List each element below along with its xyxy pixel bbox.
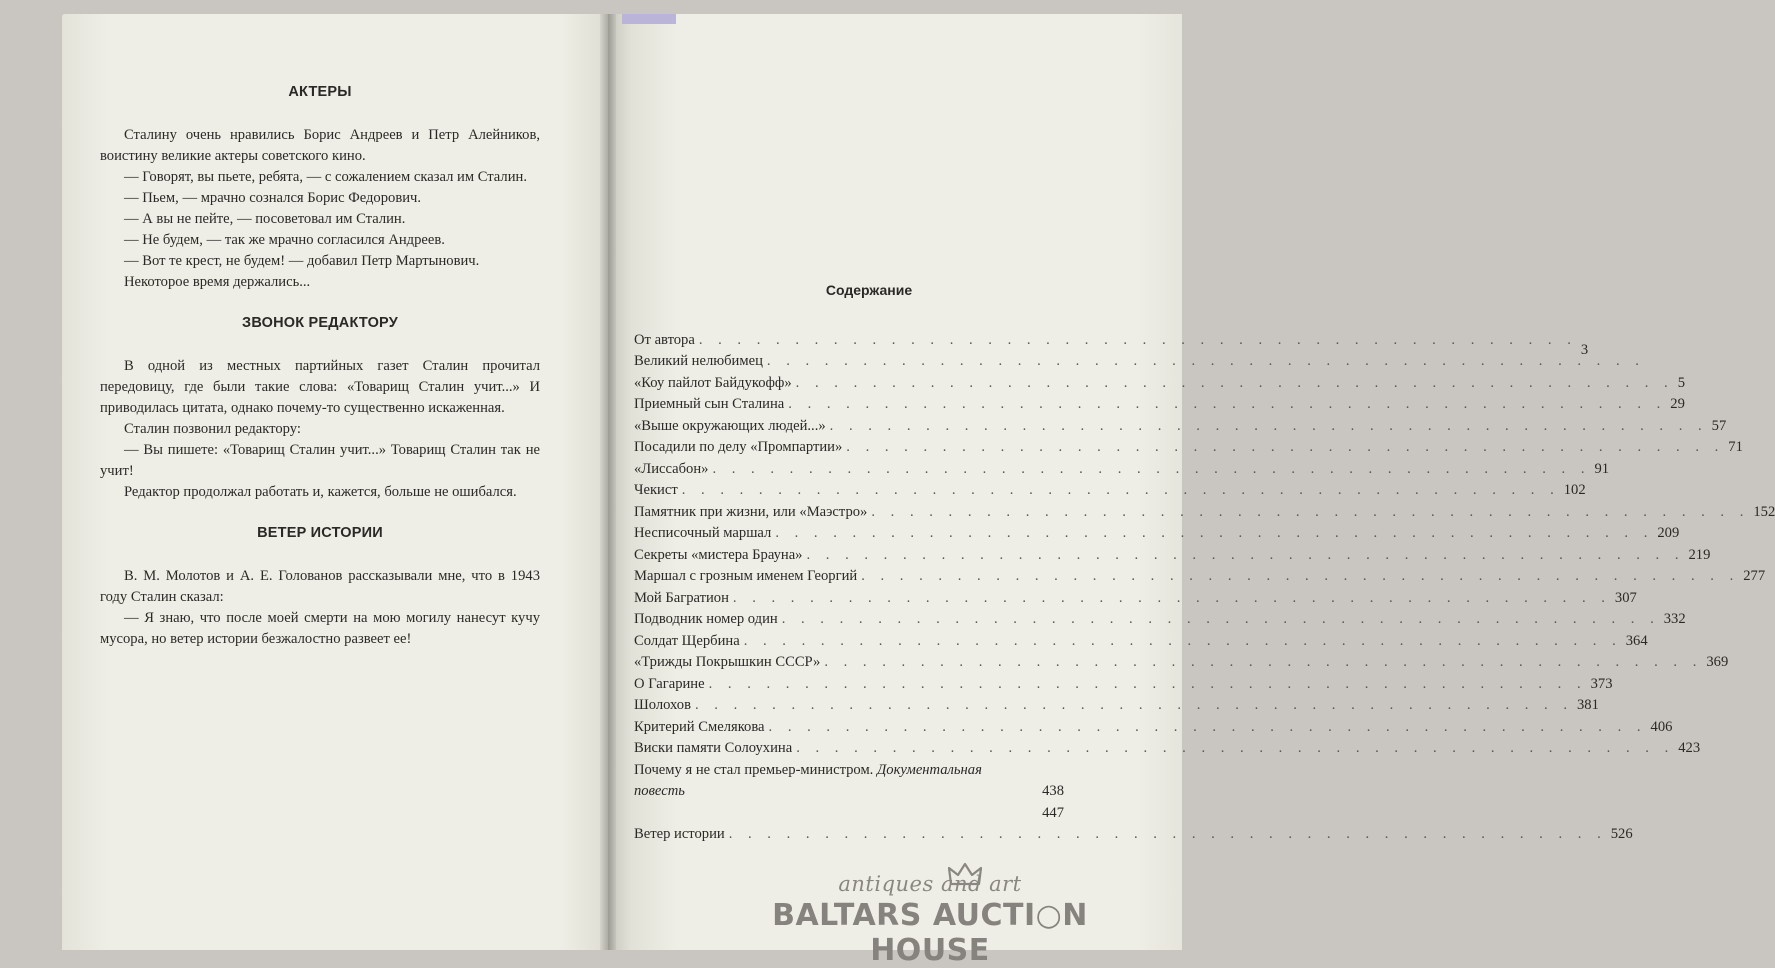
toc-leader-dots: . . . . . . . . . . . . . . . . . . . . . . . . . . . . . . . . . . . . . . . . . . . . . . xyxy=(795,374,1674,391)
toc-leader-dots: . . . . . . . . . . . . . . . . . . . . . . . . . . . . . . . . . . . . . . . . . . . . . . xyxy=(796,740,1675,756)
toc-leader-dots: . . . . . . . . . . . . . . . . . . . . . . . . . . . . . . . . . . . . . . . . . . . . . . xyxy=(846,439,1725,455)
toc-page-number: 307 xyxy=(1614,589,1637,606)
toc-entry-title: «Коу пайлот Байдукофф» xyxy=(634,374,792,391)
toc-page-number: 381 xyxy=(1577,697,1599,713)
story-section xyxy=(100,523,540,650)
book-spine xyxy=(600,14,616,950)
toc-leader-dots: . . . . . . . . . . . . . . . . . . . . . . . . . . . . . . . . . . . . . . . . . . . . . . xyxy=(743,632,1622,649)
toc-page-number: 364 xyxy=(1625,632,1648,649)
toc-page-number: 209 xyxy=(1657,525,1680,541)
toc-entry-title: От автора xyxy=(634,331,695,348)
toc-entry xyxy=(634,588,1637,610)
toc-entry xyxy=(634,459,1610,481)
toc-entry xyxy=(634,523,1680,545)
toc-entry-title: Чекист xyxy=(634,482,678,498)
toc-entry xyxy=(634,351,1645,373)
toc-leader-dots: . . . . . . . . . . . . . . . . . . . . . . . . . . . . . . . . . . . . . . . . . . . . . . xyxy=(775,525,1654,541)
toc-leader-dots: . . . . . . . . . . . . . . . . . . . . . . . . . . . . . . . . . . . . . . . . . . . . . . xyxy=(712,460,1591,477)
paragraph: Некоторое время держались... xyxy=(124,274,311,290)
toc-entry-title: Критерий Смелякова xyxy=(634,718,765,735)
toc-entry xyxy=(634,437,1743,459)
toc-entry-subtitle: Документальная повесть xyxy=(634,761,982,799)
toc-leader-dots: . . . . . . . . . . . . . . . . . . . . . . . . . . . . . . . . . . . . . . . . . . . . . . xyxy=(824,654,1703,670)
toc-leader-dots: . . . . . . . . . . . . . . . . . . . . . . . . . . . . . . . . . . . . . . . . . . . . . . xyxy=(788,396,1667,412)
toc-entry-title: Приемный сын Сталина xyxy=(634,396,785,412)
toc-leader-dots: . . . . . . . . . . . . . . . . . . . . . . . . . . . . . . . . . . . . . . . . . . . . . . xyxy=(781,611,1660,627)
toc-entry xyxy=(634,394,1685,416)
toc-page-number: 3 xyxy=(1580,341,1589,358)
toc-entry xyxy=(634,760,1064,803)
toc-entry-title: Посадили по делу «Промпартии» xyxy=(634,439,843,455)
table-of-contents xyxy=(634,280,1775,846)
toc-entry xyxy=(634,717,1673,739)
paragraph: Редактор продолжал работать и, кажется, больше не ошибался. xyxy=(124,484,517,500)
toc-entry-title: Подводник номер один xyxy=(634,611,778,627)
toc-page-number: 5 xyxy=(1677,374,1685,391)
toc-leader-dots: . . . . . . . . . . . . . . . . . . . . . . . . . . . . . . . . . . . . . . . . . . . . . . xyxy=(766,353,1645,369)
left-page-text xyxy=(100,82,540,670)
toc-entry-title: Шолохов xyxy=(634,697,691,713)
paragraph: — Я знаю, что после моей смерти на мою могилу нанесут кучу мусора, но ветер истории безжалостно развеет ее! xyxy=(100,610,540,647)
toc-entry xyxy=(634,652,1729,674)
toc-entry xyxy=(634,631,1648,653)
toc-page-number: 277 xyxy=(1743,568,1766,584)
toc-entry-title: «Трижды Покрышкин СССР» xyxy=(634,654,821,670)
toc-entry-title: Несписочный маршал xyxy=(634,525,772,541)
toc-entry-title: Ветер истории xyxy=(634,826,725,842)
paragraph: — Не будем, — так же мрачно согласился Андреев. xyxy=(124,232,445,248)
paragraph: В. М. Молотов и А. Е. Голованов рассказывали мне, что в 1943 году Сталин сказал: xyxy=(100,568,540,605)
toc-entry xyxy=(634,695,1599,717)
toc-leader-dots: . . . . . . . . . . . . . . . . . . . . . . . . . . . . . . . . . . . . . . . . . . . . . . xyxy=(694,697,1573,713)
toc-entry-title: «Выше окружающих людей...» xyxy=(634,417,826,434)
toc-entry-title: Памятник при жизни, или «Маэстро» xyxy=(634,503,868,520)
toc-page-number: 447 xyxy=(1042,804,1064,821)
toc-entry xyxy=(634,330,1589,358)
watermark-tagline: antiques and art xyxy=(838,872,1022,896)
toc-page-number: 526 xyxy=(1610,826,1633,842)
toc-entry xyxy=(634,803,1064,825)
toc-entry xyxy=(634,824,1633,846)
paragraph: Сталин позвонил редактору: xyxy=(124,421,301,437)
toc-leader-dots: . . . . . . . . . . . . . . . . . . . . . . . . . . . . . . . . . . . . . . . . . . . . . . xyxy=(871,503,1750,520)
toc-page-number: 369 xyxy=(1706,654,1729,670)
toc-page-number: 423 xyxy=(1678,740,1701,756)
toc-entry-title-text: Почему я не стал премьер-министром. xyxy=(634,761,877,778)
toc-entry-title: Маршал с грозным именем Георгий xyxy=(634,568,858,584)
toc-entry xyxy=(634,480,1586,502)
story-section xyxy=(100,82,540,293)
toc-page-number: 332 xyxy=(1663,611,1686,627)
toc-entry xyxy=(634,674,1613,696)
toc-leader-dots: . . . . . . . . . . . . . . . . . . . . . . . . . . . . . . . . . . . . . . . . . . . . . . xyxy=(768,718,1647,735)
watermark xyxy=(720,872,1140,968)
toc-page-number: 438 xyxy=(1042,783,1064,799)
section-title: ВЕТЕР ИСТОРИИ xyxy=(257,525,383,541)
toc-entry-title xyxy=(634,760,1028,803)
toc-page-number: 57 xyxy=(1711,417,1727,434)
toc-page-number: 219 xyxy=(1688,546,1711,563)
toc-entry xyxy=(634,609,1686,631)
story-section xyxy=(100,313,540,503)
paragraph: — Вы пишете: «Товарищ Сталин учит...» Товарищ Сталин так не учит! xyxy=(100,442,540,479)
toc-page-number: 102 xyxy=(1563,482,1586,498)
paragraph: В одной из местных партийных газет Сталин прочитал передовицу, где были такие слова: «Товарищ Сталин учит...» И приводилась цитата, однако почему-то существенно искаженная. xyxy=(100,358,540,416)
bookmark-ribbon xyxy=(622,14,676,24)
watermark-brand: BALTARS AUCTI○N HOUSE xyxy=(772,898,1088,968)
toc-leader-dots: . . . . . . . . . . . . . . . . . . . . . . . . . . . . . . . . . . . . . . . . . . . . . . xyxy=(728,826,1607,842)
toc-entry xyxy=(634,416,1727,438)
toc-entry-title: О Гагарине xyxy=(634,675,705,692)
toc-entry xyxy=(634,502,1775,524)
toc-page-number: 29 xyxy=(1670,396,1685,412)
toc-leader-dots: . . . . . . . . . . . . . . . . . . . . . . . . . . . . . . . . . . . . . . . . . . . . . . xyxy=(708,675,1587,692)
toc-title: Содержание xyxy=(825,282,913,298)
toc-page-number: 373 xyxy=(1590,675,1613,692)
section-title: АКТЕРЫ xyxy=(288,84,352,100)
toc-entry xyxy=(634,738,1701,760)
toc-leader-dots: . . . . . . . . . . . . . . . . . . . . . . . . . . . . . . . . . . . . . . . . . . . . . . xyxy=(732,589,1611,606)
toc-entry-title: Виски памяти Солоухина xyxy=(634,740,793,756)
toc-page-number: 152 xyxy=(1753,503,1775,520)
toc-page-number: 91 xyxy=(1594,460,1610,477)
toc-entry-title: Секреты «мистера Брауна» xyxy=(634,546,803,563)
paragraph: — А вы не пейте, — посоветовал им Сталин. xyxy=(124,211,406,227)
crown-icon xyxy=(948,862,982,888)
toc-leader-dots: . . . . . . . . . . . . . . . . . . . . . . . . . . . . . . . . . . . . . . . . . . . . . . xyxy=(681,482,1560,498)
toc-list xyxy=(634,330,1775,846)
toc-entry xyxy=(634,373,1685,395)
toc-entry xyxy=(634,566,1766,588)
paragraph: Сталину очень нравились Борис Андреев и Петр Алейников, воистину великие актеры советского кино. xyxy=(100,127,540,164)
paragraph: — Пьем, — мрачно сознался Борис Федорович. xyxy=(124,190,422,206)
toc-entry-title: Мой Багратион xyxy=(634,589,729,606)
toc-entry-title: Солдат Щербина xyxy=(634,632,740,649)
toc-entry-title: «Лиссабон» xyxy=(634,460,709,477)
toc-entry xyxy=(634,545,1711,567)
section-title: ЗВОНОК РЕДАКТОРУ xyxy=(242,315,398,331)
paragraph: — Говорят, вы пьете, ребята, — с сожалением сказал им Сталин. xyxy=(124,169,527,185)
toc-page-number: 71 xyxy=(1728,439,1743,455)
toc-leader-dots: . . . . . . . . . . . . . . . . . . . . . . . . . . . . . . . . . . . . . . . . . . . . . . xyxy=(698,331,1577,348)
toc-leader-dots: . . . . . . . . . . . . . . . . . . . . . . . . . . . . . . . . . . . . . . . . . . . . . . xyxy=(829,417,1708,434)
toc-leader-dots: . . . . . . . . . . . . . . . . . . . . . . . . . . . . . . . . . . . . . . . . . . . . . . xyxy=(806,546,1685,563)
paragraph: — Вот те крест, не будем! — добавил Петр Мартынович. xyxy=(124,253,480,269)
toc-leader-dots: . . . . . . . . . . . . . . . . . . . . . . . . . . . . . . . . . . . . . . . . . . . . . . xyxy=(861,568,1740,584)
toc-page-number: 406 xyxy=(1650,718,1673,735)
toc-entry-title: Великий нелюбимец xyxy=(634,353,763,369)
